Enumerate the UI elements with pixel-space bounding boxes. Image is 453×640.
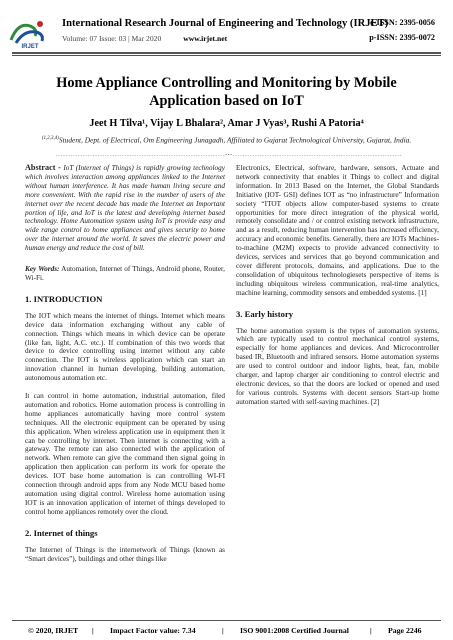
footer-copyright: © 2020, IRJET bbox=[28, 626, 79, 635]
left-column bbox=[25, 164, 225, 563]
intro-paragraph-2: It can control in home automation, industrial automation, filed automation and robotics. Home automation process is controlling in home appliances automatically having more control system techniques. All the electronic equipment can be operated by using this application. When wireless application use in equipment then it can be controlling by internet. Then internet is connecting with a gateway. The remote can also connected with the application of network. When remote can give the command then signal going in application then application can perform its work for operate the devices. IOT base home automation is can controlling WI-FI connection through android apps from any Node MCU based home automation using digital control. Wireless home automation using IOT is an innovation application of internet of things developed to control home appliances remotely over the cloud. bbox=[25, 392, 225, 516]
abstract-text: IoT (Internet of Things) is rapidly growing technology which involves interaction among appliances linked to the Internet without human interference. It has made human living secure and more convenient. With the rapid rise in the number of users of the internet over the recent decade has made the Internet an Important portion of life, and IoT is the latest and developing internet based technology. Home Automation system using IoT is provide easy and wide range control to home appliances and gives security to home over the internet around the world. It saves the electric power and human energy and reduce the cost of bill. bbox=[25, 164, 225, 253]
section-heading-introduction: 1. INTRODUCTION bbox=[25, 293, 103, 304]
iot-paragraph-continued: Electronics, Electrical, software, hardware, sensors, Actuate and network connectivity that enables it Things to collect and digital information. In 2013 Based on the Internet, the Global Standards Initiative (IOT- GSI) defines IOT as “no infrastructure” Information society “ITOT objects allow computer-based systems to create opportunities for more direct integration of the physical world, remotely consolidate and / or control existing network infrastructure, and as a result, reducing human intervention has increased efficiency, accuracy and economic benefits. Generally, there are IOTs Machines-to-machine (M2M) expects to provide advanced connectivity to devices, services and services that go beyond communication and cover different protocols, domains, and applications. Due to the consolidation of ubiquitous technologiesets perspective of items is including ubiquitous wireless communication, real-time analytics, machine learning, commodity sensors and embedded systems. [1] bbox=[236, 164, 439, 297]
journal-meta bbox=[62, 34, 227, 43]
footer-divider-1: | bbox=[92, 626, 94, 635]
journal-url[interactable]: www.irjet.net bbox=[183, 34, 228, 43]
paper-authors: Jeet H Tilva¹, Vijay L Bhalara², Amar J Vyas³, Rushi A Patoria⁴ bbox=[89, 118, 364, 129]
keywords-label: Key Words: bbox=[25, 265, 60, 274]
p-issn: p-ISSN: 2395-0072 bbox=[369, 33, 435, 42]
iot-paragraph-1: The Internet of Things is the internetwork of Things (known as “Smart devices”), buildings and other things like bbox=[25, 545, 225, 563]
affiliation-text: Student, Dept. of Electrical, Om Engineering Junagadh, Affiliated to Gujarat Technological University, Gujarat, India. bbox=[58, 135, 412, 145]
abstract bbox=[25, 164, 225, 253]
section-heading-early-history: 3. Early history bbox=[236, 308, 294, 319]
affiliation-marks: (1,2,3,4) bbox=[41, 136, 59, 141]
section-heading-iot: 2. Internet of things bbox=[25, 527, 98, 538]
paper-affiliation bbox=[30, 134, 423, 145]
right-column bbox=[236, 164, 439, 407]
intro-paragraph-1: The IOT which means the internet of things. Internet which means device data information exchanging without any cable of connection. Things which means in which device can be operate (like fan, light, A.C. etc.). If combination of this two words that device to device controlling using internet without any cable connection. The IOT is wireless application which can start an innovation channel in human developing, building automation, autonomous automation etc. bbox=[25, 311, 225, 383]
header-rule bbox=[12, 52, 441, 54]
paper-title: Home Appliance Controlling and Monitoring by Mobile Application based on IoT bbox=[56, 75, 397, 109]
e-issn: e-ISSN: 2395-0056 bbox=[370, 18, 435, 27]
section-separator: ---------------------------------------------------------------------***--------------------------------------------------------------------- bbox=[55, 154, 402, 159]
footer-page: Page 2246 bbox=[388, 626, 422, 635]
logo-text: IRJET bbox=[21, 44, 39, 49]
footer-impact: Impact Factor value: 7.34 bbox=[110, 626, 196, 635]
keywords-text: Automation, Internet of Things, Android phone, Router, Wi-Fi. bbox=[25, 265, 225, 282]
header-rule-thin bbox=[12, 55, 441, 56]
keywords bbox=[25, 265, 225, 283]
irjet-logo bbox=[8, 16, 52, 49]
footer-divider-3: | bbox=[370, 626, 372, 635]
footer-iso: ISO 9001:2008 Certified Journal bbox=[240, 626, 349, 635]
journal-name: International Research Journal of Engineering and Technology (IRJET) bbox=[62, 18, 389, 29]
volume-info: Volume: 07 Issue: 03 | Mar 2020 bbox=[62, 34, 162, 43]
footer-rule bbox=[12, 620, 441, 621]
footer-divider-2: | bbox=[222, 626, 224, 635]
abstract-label: Abstract - bbox=[25, 163, 61, 172]
history-paragraph-1: The home automation system is the types of automation systems, which are typically used to control mechanical control systems, especially for home appliances and devices. And Microcontroller based IR, Bluetooth and infrared sensors. Home automation systems are used to control outdoor and indoor lights, heat, fan, mobile charger, and laptop charger air conditioning to control electric and electronic devices, so that the doors are locked or opened and used for various controls. Systems with decent sensors Start-up home automation started with self-saving machines. [2] bbox=[236, 326, 439, 406]
